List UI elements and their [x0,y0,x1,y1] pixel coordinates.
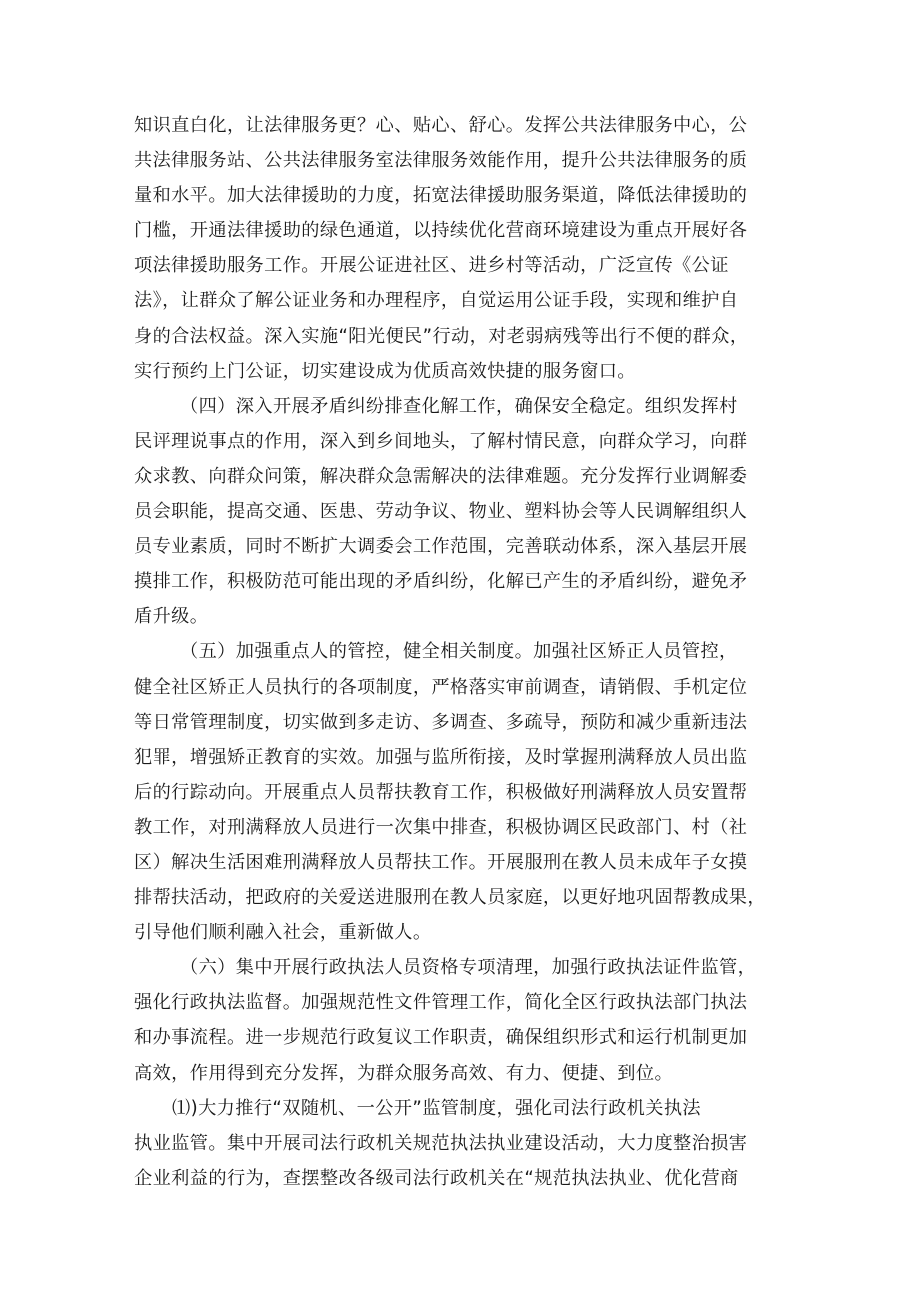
text-line: 众求教、向群众问策，解决群众急需解决的法律难题。充分发挥行业调解委 [134,465,748,487]
text-line: 法》，让群众了解公证业务和办理程序，自觉运用公证手段，实现和维护自 [134,290,739,312]
section-heading-line: ⑴)大力推行“双随机、一公开”监管制度，强化司法行政机关执法 [172,1097,702,1119]
text-line: 共法律服务站、公共法律服务室法律服务效能作用，提升公共法律服务的质 [134,150,748,172]
paragraph-section-4 [134,389,796,635]
text-line: 企业利益的行为，查摆整改各级司法行政机关在“规范执法执业、优化营商 [134,1167,739,1189]
text-line: 民评理说事点的作用，深入到乡间地头，了解村情民意，向群众学习，向群 [134,430,748,452]
text-line: 知识直白化，让法律服务更？心、贴心、舒心。发挥公共法律服务中心，公 [134,115,748,136]
section-heading-line: （六）集中开展行政执法人员资格专项清理，加强行政执法证件监管， [180,957,757,979]
text-line: 门槛，开通法律援助的绿色通道，以持续优化营商环境建设为重点开展好各 [134,220,748,242]
text-line: 健全社区矫正人员执行的各项制度，严格落实审前调查，请销假、手机定位 [134,676,748,698]
text-line: 排帮扶活动，把政府的关爱送进服刑在教人员家庭，以更好地巩固帮教成果， [134,887,766,909]
text-line: 实行预约上门公证，切实建设成为优质高效快捷的服务窗口。 [134,360,636,382]
text-line: 强化行政执法监督。加强规范性文件管理工作，简化全区行政执法部门执法 [134,992,748,1014]
document-body [134,108,796,1196]
text-line: 执业监管。集中开展司法行政机关规范执法执业建设活动，大力度整治损害 [134,1132,748,1154]
text-line: 等日常管理制度，切实做到多走访、多调查、多疏导，预防和减少重新违法 [134,711,748,733]
text-line: 教工作，对刑满释放人员进行一次集中排查，积极协调区民政部门、村（社 [134,816,748,838]
section-heading-line: （五）加强重点人的管控，健全相关制度。加强社区矫正人员管控， [180,641,738,663]
text-line: 摸排工作，积极防范可能出现的矛盾纠纷，化解已产生的矛盾纠纷，避免矛 [134,571,748,593]
text-line: 犯罪，增强矫正教育的实效。加强与监所衔接，及时掌握刑满释放人员出监 [134,746,748,768]
text-line: 项法律援助服务工作。开展公证进社区、进乡村等活动，广泛宣传《公证 [134,255,729,277]
paragraph-section-6 [134,950,796,1090]
text-line: 身的合法权益。深入实施“阳光便民”行动，对老弱病残等出行不便的群众， [134,325,749,347]
text-line: 量和水平。加大法律援助的力度，拓宽法律援助服务渠道，降低法律援助的 [134,185,748,207]
section-heading-line: （四）深入开展矛盾纠纷排查化解工作，确保安全稳定。组织发挥村 [180,395,738,417]
text-line: 高效，作用得到充分发挥，为群众服务高效、有力、便捷、到位。 [134,1062,674,1084]
text-line: 区）解决生活困难刑满释放人员帮扶工作。开展服刑在教人员未成年子女摸 [134,851,748,873]
text-line: 员专业素质，同时不断扩大调委会工作范围，完善联动体系，深入基层开展 [134,536,748,558]
text-line: 员会职能，提高交通、医患、劳动争议、物业、塑料协会等人民调解组织人 [134,501,748,523]
text-line: 和办事流程。进一步规范行政复议工作职责，确保组织形式和运行机制更加 [134,1027,748,1049]
paragraph-intro [134,108,796,389]
text-line: 引导他们顺利融入社会，重新做人。 [134,922,432,944]
text-line: 后的行踪动向。开展重点人员帮扶教育工作，积极做好刑满释放人员安置帮 [134,781,748,803]
paragraph-section-5 [134,634,796,950]
paragraph-section-7 [134,1091,796,1196]
text-line: 盾升级。 [134,606,209,628]
